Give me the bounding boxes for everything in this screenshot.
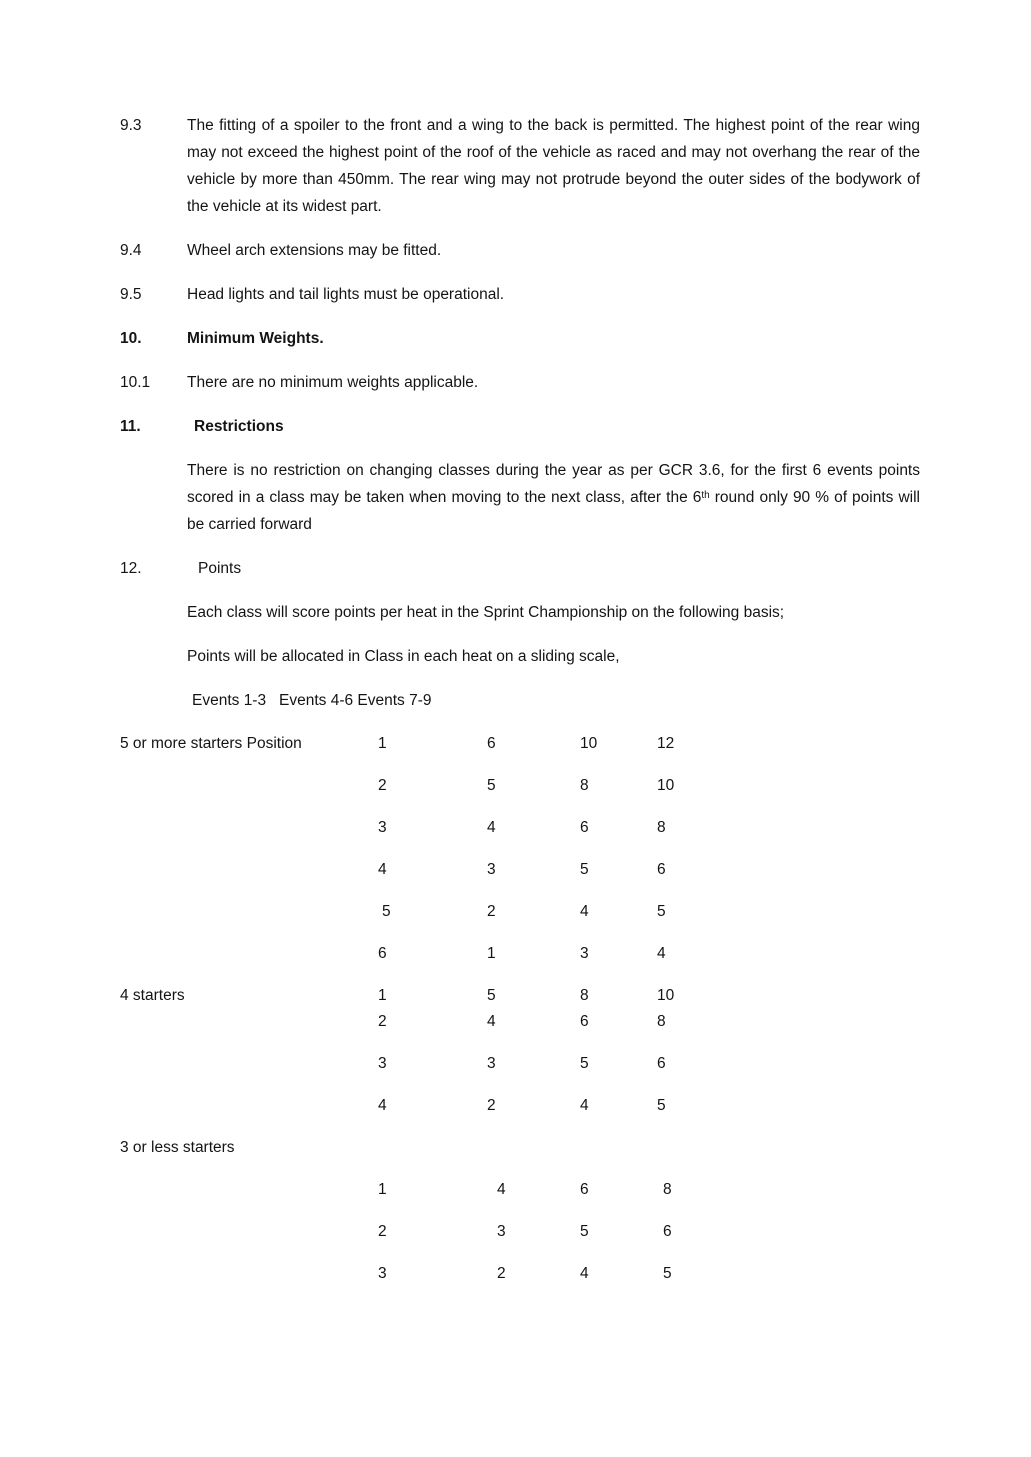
- points-cell-events-1-3: 4: [487, 1013, 496, 1030]
- points-cell-events-7-9: 6: [657, 861, 666, 878]
- clause-9-5: [120, 281, 920, 308]
- points-cell-events-4-6: 5: [580, 1223, 589, 1240]
- points-cell-events-1-3: 5: [487, 987, 496, 1004]
- points-cell-events-1-3: 3: [487, 1055, 496, 1072]
- clause-text: The fitting of a spoiler to the front and a wing to the back is permitted. The highest point of the rear wing may not exceed the highest point of the roof of the vehicle as raced and may not overhang the rear of the vehicle by more than 450mm. The rear wing may not protrude beyond the outer sides of the bodywork of the vehicle at its widest part.: [187, 117, 920, 215]
- points-cell-events-7-9: 6: [663, 1223, 672, 1240]
- ordinal-superscript: th: [701, 489, 710, 501]
- points-cell-events-1-3: 3: [497, 1223, 506, 1240]
- points-cell-events-1-3: 4: [487, 819, 496, 836]
- clause-10-1: [120, 369, 920, 396]
- points-label-spacer: [120, 1219, 378, 1245]
- clause-9-3: [120, 112, 920, 220]
- points-row: [120, 1219, 920, 1245]
- points-cell-events-4-6: 4: [580, 1265, 589, 1282]
- points-intro-line-1: [120, 599, 920, 626]
- restrictions-paragraph: [120, 457, 920, 538]
- points-cell-position: 4: [378, 861, 387, 878]
- clause-number: 9.5: [120, 286, 142, 303]
- points-cell-events-7-9: 5: [663, 1265, 672, 1282]
- points-cell-position: 1: [378, 735, 387, 752]
- heading-restrictions: [120, 413, 920, 440]
- points-cell-events-4-6: 4: [580, 1097, 589, 1114]
- points-row: [120, 1051, 920, 1077]
- points-cell-events-4-6: 5: [580, 861, 589, 878]
- points-table-group-3-or-less: [120, 1135, 920, 1287]
- points-cell-events-7-9: 4: [657, 945, 666, 962]
- clause-number: 9.3: [120, 117, 142, 134]
- points-row: [120, 1177, 920, 1203]
- points-row: [120, 1261, 920, 1287]
- points-cell-position: 6: [378, 945, 387, 962]
- points-cell-position: 2: [378, 1223, 387, 1240]
- points-row: [120, 773, 920, 799]
- number-spacer: [120, 457, 187, 538]
- points-cell-position: 1: [378, 987, 387, 1004]
- points-group-label: 5 or more starters Position: [120, 735, 302, 752]
- points-intro-line-2: [120, 643, 920, 670]
- points-cell-position: 3: [378, 819, 387, 836]
- heading-text: Restrictions: [194, 418, 284, 435]
- clause-number: 9.4: [120, 242, 142, 259]
- points-row: [120, 815, 920, 841]
- points-cell-events-7-9: 12: [657, 735, 675, 752]
- points-intro-text: Points will be allocated in Class in each heat on a sliding scale,: [187, 648, 620, 665]
- points-cell-events-4-6: 5: [580, 1055, 589, 1072]
- heading-number: 10.: [120, 330, 142, 347]
- points-label-spacer: [120, 1093, 378, 1119]
- points-row: [120, 857, 920, 883]
- points-group-label: 4 starters: [120, 987, 185, 1004]
- events-header-text: Events 1-3 Events 4-6 Events 7-9: [192, 692, 432, 709]
- points-cell-events-7-9: 8: [663, 1181, 672, 1198]
- points-cell-events-4-6: 10: [580, 735, 598, 752]
- points-cell-events-4-6: 8: [580, 987, 589, 1004]
- points-cell-events-1-3: 4: [497, 1181, 506, 1198]
- heading-text: Minimum Weights.: [187, 330, 324, 347]
- points-cell-position: 5: [382, 903, 391, 920]
- clause-number: 10.1: [120, 374, 151, 391]
- heading-number: 11.: [120, 418, 141, 435]
- events-header-row: [120, 687, 920, 714]
- points-cell-position: 4: [378, 1097, 387, 1114]
- heading-minimum-weights: [120, 325, 920, 352]
- points-label-spacer: [120, 1177, 378, 1203]
- points-cell-events-1-3: 2: [487, 903, 496, 920]
- points-cell-events-4-6: 3: [580, 945, 589, 962]
- points-row: [120, 1093, 920, 1119]
- points-label-spacer: [120, 773, 378, 799]
- points-cell-position: 1: [378, 1181, 387, 1198]
- points-label-spacer: [120, 815, 378, 841]
- points-cell-events-4-6: 6: [580, 1013, 589, 1030]
- points-cell-events-7-9: 10: [657, 987, 675, 1004]
- points-cell-events-4-6: 6: [580, 1181, 589, 1198]
- restrictions-text-after-superscript: round only 90 % of points will be carried forward: [187, 489, 920, 533]
- points-cell-events-7-9: 10: [657, 777, 675, 794]
- points-label-spacer: [120, 1009, 378, 1035]
- points-label-spacer: [120, 899, 378, 925]
- points-label-spacer: [120, 1261, 378, 1287]
- points-cell-position: 2: [378, 777, 387, 794]
- points-cell-events-7-9: 8: [657, 1013, 666, 1030]
- points-label-spacer: [120, 1051, 378, 1077]
- clause-9-4: [120, 237, 920, 264]
- points-row: [120, 731, 920, 757]
- points-cell-events-4-6: 6: [580, 819, 589, 836]
- clause-text: Head lights and tail lights must be operational.: [187, 286, 505, 303]
- points-cell-events-1-3: 2: [497, 1265, 506, 1282]
- points-cell-events-1-3: 5: [487, 777, 496, 794]
- points-cell-position: 2: [378, 1013, 387, 1030]
- points-cell-events-1-3: 3: [487, 861, 496, 878]
- restrictions-paragraph-text: [187, 457, 920, 538]
- points-group-label: 3 or less starters: [120, 1139, 235, 1156]
- points-row: [120, 1009, 920, 1035]
- points-cell-events-1-3: 1: [487, 945, 496, 962]
- points-cell-position: 3: [378, 1265, 387, 1282]
- clause-text: There are no minimum weights applicable.: [187, 374, 479, 391]
- points-row: [120, 941, 920, 967]
- points-cell-position: 3: [378, 1055, 387, 1072]
- number-spacer: [120, 643, 187, 670]
- restrictions-text-before-superscript: There is no restriction on changing classes during the year as per GCR 3.6, for the first 6 events points scored in a class may be taken when moving to the next class, after the 6: [187, 462, 920, 506]
- points-cell-events-1-3: 6: [487, 735, 496, 752]
- points-label-spacer: [120, 857, 378, 883]
- points-table-group-5-or-more: [120, 731, 920, 967]
- points-intro-text: Each class will score points per heat in the Sprint Championship on the following basis;: [187, 604, 785, 621]
- points-row: [120, 983, 920, 1009]
- heading-number: 12.: [120, 560, 142, 577]
- number-spacer: [120, 687, 187, 714]
- points-cell-events-4-6: 4: [580, 903, 589, 920]
- heading-text: Points: [198, 560, 242, 577]
- points-cell-events-4-6: 8: [580, 777, 589, 794]
- heading-points: [120, 555, 920, 582]
- points-row: [120, 1135, 920, 1161]
- points-cell-events-7-9: 8: [657, 819, 666, 836]
- clause-text: Wheel arch extensions may be fitted.: [187, 242, 442, 259]
- points-cell-events-1-3: 2: [487, 1097, 496, 1114]
- points-label-spacer: [120, 941, 378, 967]
- points-cell-events-7-9: 6: [657, 1055, 666, 1072]
- points-table-group-4-starters: [120, 983, 920, 1119]
- points-cell-events-7-9: 5: [657, 1097, 666, 1114]
- number-spacer: [120, 599, 187, 626]
- points-cell-events-7-9: 5: [657, 903, 666, 920]
- points-row: [120, 899, 920, 925]
